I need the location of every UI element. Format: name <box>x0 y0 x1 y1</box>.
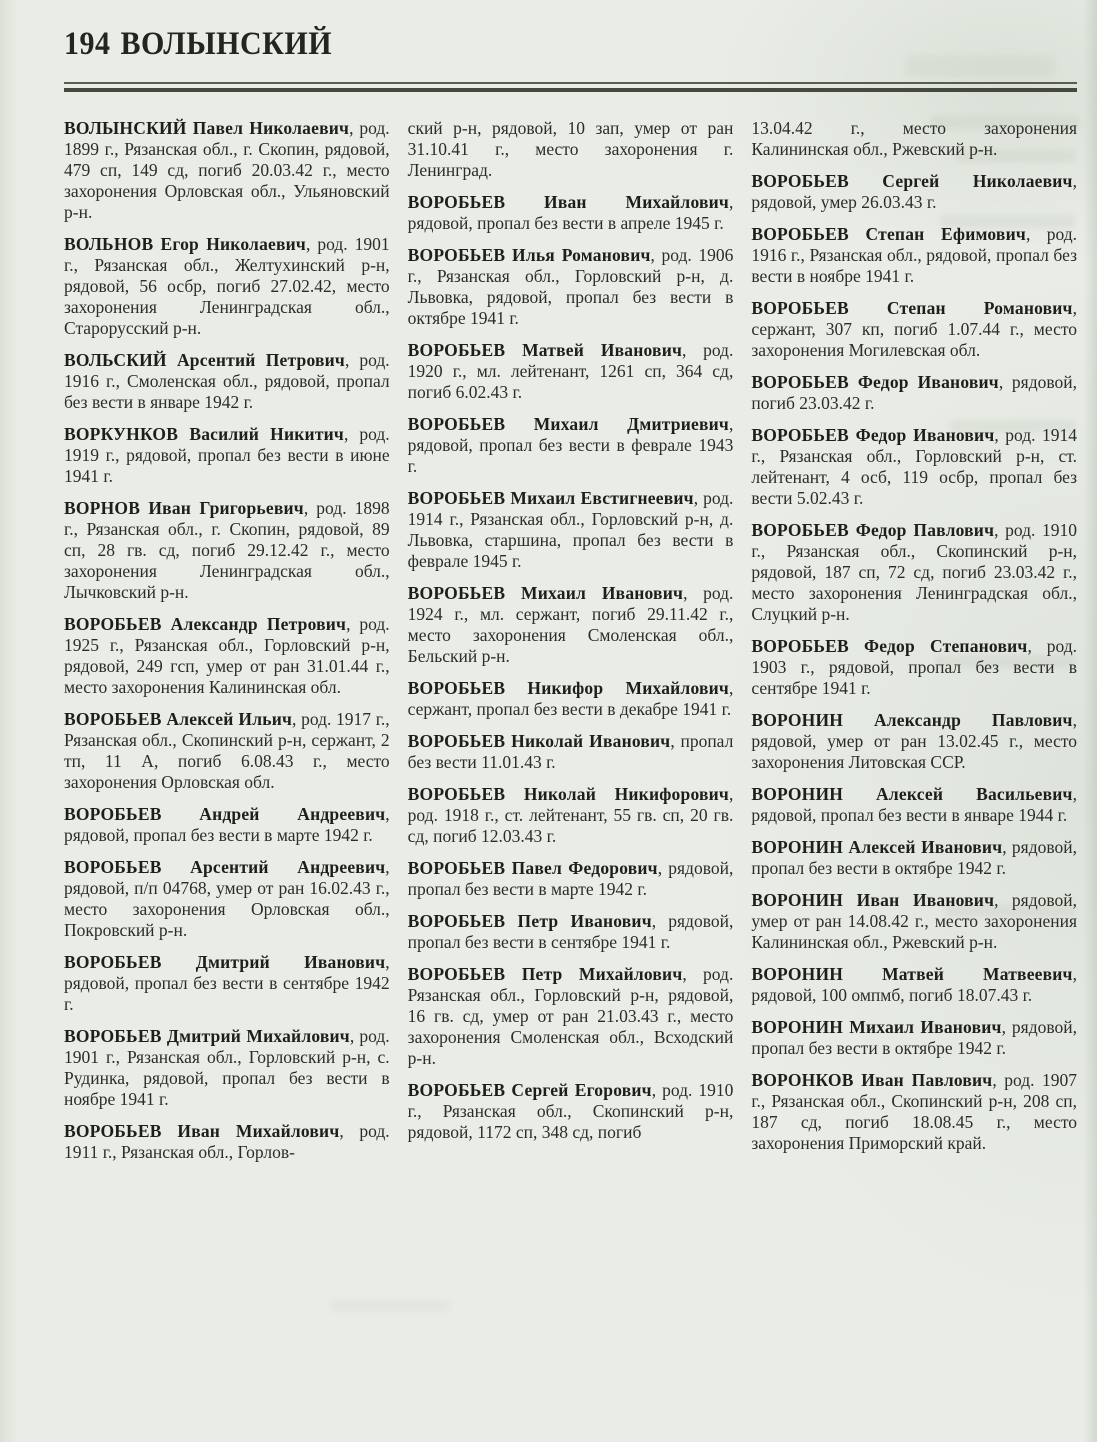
memorial-entry: ВОРОБЬЕВ Федор Иванович, рядовой, погиб 23.03.42 г. <box>751 372 1078 413</box>
memorial-entry: ВОРОНИН Михаил Иванович, рядовой, пропал без вести в октябре 1942 г. <box>751 1017 1078 1058</box>
memorial-entry: ВОРОБЬЕВ Матвей Иванович, род. 1920 г., мл. лейтенант, 1261 сп, 364 сд, погиб 6.02.43 г. <box>407 340 734 402</box>
entry-person-name: ВОРОБЬЕВ Николай Иванович <box>407 731 671 751</box>
entry-person-name: ВОРОНИН Алексей Васильевич <box>751 784 1073 804</box>
entry-person-name: ВОРНОВ Иван Григорьевич <box>64 498 304 518</box>
memorial-entry: ВОРОБЬЕВ Степан Ефимович, род. 1916 г., Рязанская обл., рядовой, пропал без вести в ноябре 1941 г. <box>751 224 1078 286</box>
entry-person-name: ВОРОБЬЕВ Арсентий Андреевич <box>64 857 386 877</box>
memorial-entry: ВОРОБЬЕВ Николай Никифорович, род. 1918 г., ст. лейтенант, 55 гв. сп, 20 гв. сд, погиб 12.03.43 г. <box>407 784 734 846</box>
entry-person-name: ВОРОНИН Иван Иванович <box>751 890 995 910</box>
entry-person-name: ВОРОБЬЕВ Дмитрий Иванович <box>64 952 386 972</box>
entry-person-name: ВОРОБЬЕВ Петр Иванович <box>407 911 652 931</box>
entry-person-name: ВОРОБЬЕВ Александр Петрович <box>64 614 347 634</box>
memorial-entry: ВОРОНИН Алексей Иванович, рядовой, пропал без вести в октябре 1942 г. <box>751 837 1078 878</box>
memorial-entry: ВОРОБЬЕВ Петр Иванович, рядовой, пропал без вести в сентябре 1941 г. <box>407 911 734 952</box>
memorial-entry: ВОРОБЬЕВ Степан Романович, сержант, 307 кп, погиб 1.07.44 г., место захоронения Могилевская обл. <box>751 298 1078 360</box>
memorial-entry: ВОРОБЬЕВ Михаил Евстигнеевич, род. 1914 г., Рязанская обл., Горловский р-н, д. Львовка, старшина, пропал без вести в феврале 1945 г. <box>407 488 734 571</box>
header-surname: ВОЛЫНСКИЙ <box>120 26 333 62</box>
page-number: 194 <box>64 26 111 62</box>
entry-person-name: ВОРОБЬЕВ Никифор Михайлович <box>407 678 729 698</box>
entry-person-name: ВОРОНИН Александр Павлович <box>751 710 1073 730</box>
entry-person-name: ВОРОБЬЕВ Иван Михайлович <box>64 1121 340 1141</box>
memorial-entry: ВОРОБЬЕВ Иван Михайлович, рядовой, пропал без вести в апреле 1945 г. <box>407 192 734 233</box>
entry-person-name: ВОЛЫНСКИЙ Павел Николаевич <box>64 118 350 138</box>
entry-person-name: ВОРОБЬЕВ Сергей Егорович <box>407 1080 652 1100</box>
memorial-entry: ВОРОБЬЕВ Федор Степанович, род. 1903 г., рядовой, пропал без вести в сентябре 1941 г. <box>751 636 1078 698</box>
column-1 <box>64 118 390 1174</box>
entry-person-name: ВОРОБЬЕВ Михаил Евстигнеевич <box>407 488 694 508</box>
book-page <box>64 26 1077 1174</box>
memorial-entry-continuation: 13.04.42 г., место захоронения Калининская обл., Ржевский р-н. <box>751 118 1078 159</box>
entry-person-name: ВОРОБЬЕВ Степан Ефимович <box>751 224 1026 244</box>
entries-columns <box>64 118 1077 1174</box>
entry-person-name: ВОРОБЬЕВ Михаил Иванович <box>407 583 684 603</box>
memorial-entry: ВОРОБЬЕВ Николай Иванович, пропал без вести 11.01.43 г. <box>407 731 734 772</box>
entry-person-name: ВОРОНКОВ Иван Павлович <box>751 1070 993 1090</box>
memorial-entry: ВОЛЬСКИЙ Арсентий Петрович, род. 1916 г., Смоленская обл., рядовой, пропал без вести в январе 1942 г. <box>64 350 390 412</box>
entry-person-name: ВОРОНИН Алексей Иванович <box>751 837 1003 857</box>
memorial-entry: ВОРОБЬЕВ Иван Михайлович, род. 1911 г., Рязанская обл., Горлов- <box>64 1121 390 1162</box>
memorial-entry: ВОРОБЬЕВ Павел Федорович, рядовой, пропал без вести в марте 1942 г. <box>407 858 734 899</box>
memorial-entry: ВОРОНИН Матвей Матвеевич, рядовой, 100 омпмб, погиб 18.07.43 г. <box>751 964 1078 1005</box>
memorial-entry: ВОРОНКОВ Иван Павлович, род. 1907 г., Рязанская обл., Скопинский р-н, 208 сп, 187 сд, погиб 18.08.45 г., место захоронения Приморский край. <box>751 1070 1078 1153</box>
column-3 <box>751 118 1077 1165</box>
memorial-entry: ВОРНОВ Иван Григорьевич, род. 1898 г., Рязанская обл., г. Скопин, рядовой, 89 сп, 28 гв. сд, погиб 29.12.42 г., место захоронения Ленинградская обл., Лычковский р-н. <box>64 498 390 602</box>
entry-person-name: ВОРКУНКОВ Василий Никитич <box>64 424 344 444</box>
memorial-entry: ВОРОБЬЕВ Сергей Николаевич, рядовой, умер 26.03.43 г. <box>751 171 1078 212</box>
header-divider-rule <box>64 82 1077 92</box>
memorial-entry: ВОРОБЬЕВ Арсентий Андреевич, рядовой, п/п 04768, умер от ран 16.02.43 г., место захоронения Орловская обл., Покровский р-н. <box>64 857 390 940</box>
memorial-entry: ВОЛЬНОВ Егор Николаевич, род. 1901 г., Рязанская обл., Желтухинский р-н, рядовой, 56 осбр, погиб 27.02.42, место захоронения Ленинградская обл., Старорусский р-н. <box>64 234 390 338</box>
column-2 <box>408 118 734 1154</box>
entry-person-name: ВОРОБЬЕВ Дмитрий Михайлович <box>64 1026 350 1046</box>
entry-person-name: ВОРОБЬЕВ Федор Иванович <box>751 372 999 392</box>
memorial-entry: ВОРОБЬЕВ Алексей Ильич, род. 1917 г., Рязанская обл., Скопинский р-н, сержант, 2 тп, 11 А, погиб 6.08.43 г., место захоронения Орловская обл. <box>64 709 390 792</box>
entry-person-name: ВОРОБЬЕВ Петр Михайлович <box>407 964 683 984</box>
memorial-entry: ВОРОБЬЕВ Александр Петрович, род. 1925 г., Рязанская обл., Горловский р-н, рядовой, 249 гсп, умер от ран 31.01.44 г., место захоронения Калининская обл. <box>64 614 390 697</box>
entry-person-name: ВОРОНИН Михаил Иванович <box>751 1017 1002 1037</box>
memorial-entry: ВОРОБЬЕВ Петр Михайлович, род. Рязанская обл., Горловский р-н, рядовой, 16 гв. сд, умер от ран 21.03.43 г., место захоронения Смоленская обл., Всходский р-н. <box>407 964 734 1068</box>
entry-person-name: ВОРОБЬЕВ Иван Михайлович <box>407 192 729 212</box>
entry-person-name: ВОРОБЬЕВ Павел Федорович <box>407 858 658 878</box>
memorial-entry: ВОРОБЬЕВ Дмитрий Михайлович, род. 1901 г., Рязанская обл., Горловский р-н, с. Рудинка, рядовой, пропал без вести в ноябре 1941 г. <box>64 1026 390 1109</box>
memorial-entry-continuation: ский р-н, рядовой, 10 зап, умер от ран 31.10.41 г., место захоронения г. Ленинград. <box>407 118 734 180</box>
entry-person-name: ВОРОБЬЕВ Михаил Дмитриевич <box>407 414 729 434</box>
entry-person-name: ВОРОНИН Матвей Матвеевич <box>751 964 1073 984</box>
entry-person-name: ВОРОБЬЕВ Илья Романович <box>407 245 651 265</box>
memorial-entry: ВОРОБЬЕВ Михаил Дмитриевич, рядовой, пропал без вести в феврале 1943 г. <box>407 414 734 476</box>
memorial-entry: ВОРОБЬЕВ Михаил Иванович, род. 1924 г., мл. сержант, погиб 29.11.42 г., место захоронения Смоленская обл., Бельский р-н. <box>407 583 734 666</box>
entry-person-name: ВОРОБЬЕВ Андрей Андреевич <box>64 804 386 824</box>
memorial-entry: ВОРОБЬЕВ Федор Иванович, род. 1914 г., Рязанская обл., Горловский р-н, ст. лейтенант, 4 осб, 119 осбр, пропал без вести 5.02.43 г. <box>751 425 1078 508</box>
memorial-entry: ВОЛЫНСКИЙ Павел Николаевич, род. 1899 г., Рязанская обл., г. Скопин, рядовой, 479 сп, 149 сд, погиб 20.03.42 г., место захоронения Орловская обл., Ульяновский р-н. <box>64 118 390 222</box>
memorial-entry: ВОРОБЬЕВ Сергей Егорович, род. 1910 г., Рязанская обл., Скопинский р-н, рядовой, 1172 сп, 348 сд, погиб <box>407 1080 734 1142</box>
memorial-entry: ВОРОБЬЕВ Илья Романович, род. 1906 г., Рязанская обл., Горловский р-н, д. Львовка, рядовой, пропал без вести в октябре 1941 г. <box>407 245 734 328</box>
entry-person-name: ВОРОБЬЕВ Федор Иванович <box>751 425 995 445</box>
memorial-entry: ВОРОБЬЕВ Федор Павлович, род. 1910 г., Рязанская обл., Скопинский р-н, рядовой, 187 сп, 72 сд, погиб 23.03.42 г., место захоронения Ленинградская обл., Слуцкий р-н. <box>751 520 1078 624</box>
memorial-entry: ВОРОНИН Александр Павлович, рядовой, умер от ран 13.02.45 г., место захоронения Литовская ССР. <box>751 710 1078 772</box>
running-header <box>64 26 1077 63</box>
entry-person-name: ВОРОБЬЕВ Матвей Иванович <box>407 340 683 360</box>
memorial-entry: ВОРОБЬЕВ Андрей Андреевич, рядовой, пропал без вести в марте 1942 г. <box>64 804 390 845</box>
entry-person-name: ВОРОБЬЕВ Николай Никифорович <box>407 784 729 804</box>
memorial-entry: ВОРОНИН Иван Иванович, рядовой, умер от ран 14.08.42 г., место захоронения Калининская обл., Ржевский р-н. <box>751 890 1078 952</box>
entry-person-name: ВОРОБЬЕВ Федор Павлович <box>751 520 995 540</box>
entry-person-name: ВОРОБЬЕВ Алексей Ильич <box>64 709 293 729</box>
memorial-entry: ВОРОНИН Алексей Васильевич, рядовой, пропал без вести в январе 1944 г. <box>751 784 1078 825</box>
entry-person-name: ВОРОБЬЕВ Степан Романович <box>751 298 1073 318</box>
entry-person-name: ВОРОБЬЕВ Федор Степанович <box>751 636 1028 656</box>
entry-person-name: ВОРОБЬЕВ Сергей Николаевич <box>751 171 1073 191</box>
entry-person-name: ВОЛЬНОВ Егор Николаевич <box>64 234 306 254</box>
memorial-entry: ВОРКУНКОВ Василий Никитич, род. 1919 г., рядовой, пропал без вести в июне 1941 г. <box>64 424 390 486</box>
memorial-entry: ВОРОБЬЕВ Дмитрий Иванович, рядовой, пропал без вести в сентябре 1942 г. <box>64 952 390 1014</box>
scan-showthrough-artifact <box>330 1300 450 1312</box>
entry-person-name: ВОЛЬСКИЙ Арсентий Петрович <box>64 350 345 370</box>
memorial-entry: ВОРОБЬЕВ Никифор Михайлович, сержант, пропал без вести в декабре 1941 г. <box>407 678 734 719</box>
